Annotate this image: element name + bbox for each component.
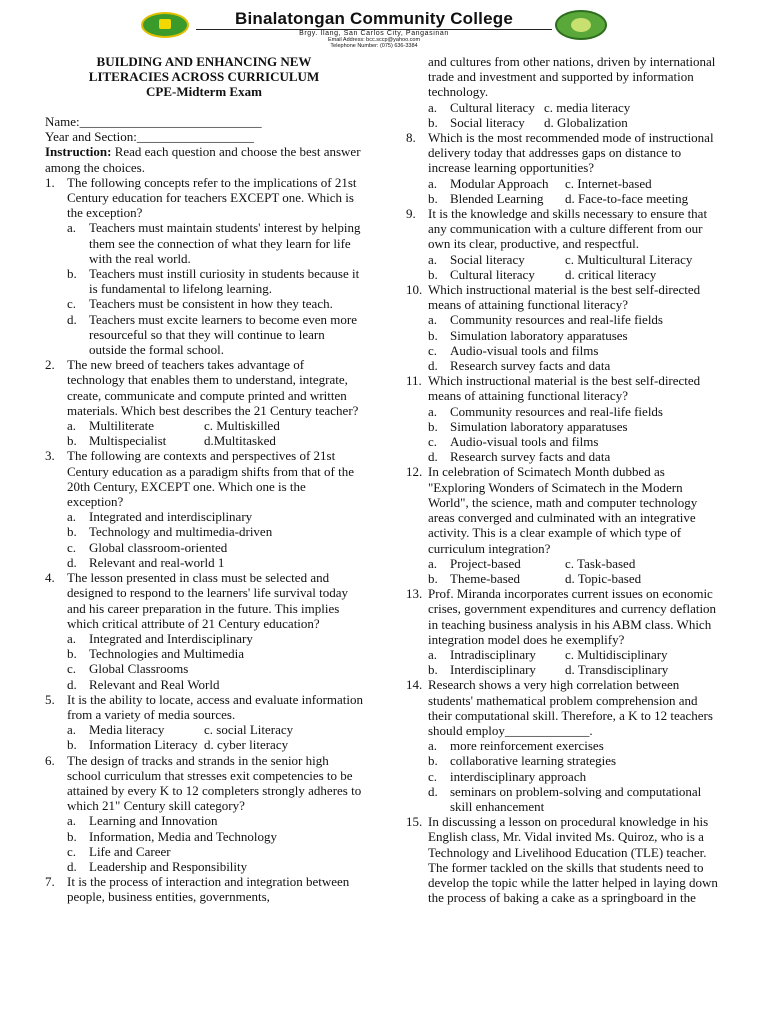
instruction-text: Read each question and choose the best answer among the choices.: [45, 144, 361, 175]
option-c[interactable]: c. Life and Career: [67, 843, 171, 859]
question-1: [45, 175, 363, 357]
option-d[interactable]: d. Relevant and Real World: [67, 676, 220, 692]
title-line-3: CPE-Midterm Exam: [146, 84, 262, 99]
question-text: Which instructional material is the best self-directed means of attaining functional literacy?: [428, 373, 701, 404]
option-a[interactable]: a. Social literacy: [428, 251, 525, 267]
option-c[interactable]: c. Multicultural Literacy: [565, 251, 693, 267]
left-column: [45, 54, 363, 905]
question-number: 2.: [45, 357, 55, 373]
option-c[interactable]: c. Audio-visual tools and films: [428, 342, 599, 358]
question-13: [406, 586, 724, 677]
option-a[interactable]: a. Project-based: [428, 555, 521, 571]
question-number: 5.: [45, 691, 55, 707]
question-text: Prof. Miranda incorporates current issues on economic crises, government expenditures and currency deflation in teaching business analysis in his ABM class. Which integration model does he exemplify?: [428, 586, 717, 647]
option-a[interactable]: a. more reinforcement exercises: [428, 738, 604, 754]
option-d[interactable]: d.Multitasked: [204, 433, 276, 449]
option-b[interactable]: b. Multispecialist: [67, 433, 167, 449]
question-6: [45, 753, 363, 875]
option-a[interactable]: a. Learning and Innovation: [67, 813, 218, 829]
year-section-field[interactable]: [45, 129, 363, 144]
option-b[interactable]: b. Social literacy: [428, 114, 525, 130]
option-b[interactable]: b. Technologies and Multimedia: [67, 646, 245, 662]
question-number: 4.: [45, 570, 55, 586]
option-b[interactable]: b. Simulation laboratory apparatuses: [428, 418, 628, 434]
option-c[interactable]: c. media literacy: [544, 99, 631, 115]
question-text: It is the knowledge and skills necessary to ensure that any communication with a culture different from our own its clear, productive, and respectful.: [428, 206, 708, 252]
option-b[interactable]: b. Interdisciplinary: [428, 662, 536, 678]
question-text: The design of tracks and strands in the senior high school curriculum that stresses exit competencies to be attained by every K to 12 completers strongly adheres to which 21" Century skill category?: [67, 752, 362, 814]
city-seal-logo: [555, 10, 607, 40]
option-a[interactable]: a. Multiliterate: [67, 418, 154, 434]
option-d[interactable]: d. Topic-based: [565, 570, 642, 586]
option-d[interactable]: d. Leadership and Responsibility: [67, 858, 248, 874]
option-d[interactable]: d. Relevant and real-world 1: [67, 554, 225, 570]
question-text: In discussing a lesson on procedural knowledge in his English class, Mr. Vidal invited Ms. Quiroz, who is a Technology and Livelihood Education (TLE) teacher. The former tackled on the skills that students need to develop the topic while the latter helped in laying down the process of baking a cake as a springboard in the: [428, 814, 718, 906]
option-a[interactable]: a. Community resources and real-life fields: [428, 312, 663, 328]
question-number: 1.: [45, 174, 55, 190]
question-text: The lesson presented in class must be selected and designed to respond to the learners' life survival today and his career preparation in the future. This implies which critical attribute of 21 Century education?: [67, 570, 349, 631]
option-a[interactable]: a. Teachers must maintain students' interest by helping them see the connection of what they learn for life with the real world.: [67, 220, 361, 266]
option-b[interactable]: b. Simulation laboratory apparatuses: [428, 327, 628, 343]
option-d[interactable]: d. Face-to-face meeting: [565, 190, 689, 206]
option-c[interactable]: c. Audio-visual tools and films: [428, 434, 599, 450]
question-number: 3.: [45, 448, 55, 464]
question-9: [406, 206, 724, 282]
option-d[interactable]: d. Globalization: [544, 114, 628, 130]
title-line-2: LITERACIES ACROSS CURRICULUM: [88, 69, 320, 84]
question-15: [406, 814, 724, 905]
question-text: The new breed of teachers takes advantage of technology that enables them to understand, integrate, create, communicate and compute printed and written materials. Which best describes the 21 Century teacher?: [67, 357, 359, 418]
name-label: Name:: [45, 114, 80, 129]
option-b[interactable]: b. Information, Media and Technology: [67, 828, 278, 844]
option-b[interactable]: b. Teachers must instill curiosity in students because it is fundamental to lifelong learning.: [67, 266, 360, 297]
option-d[interactable]: d. cyber literacy: [204, 737, 289, 753]
option-a[interactable]: a. Cultural literacy: [428, 99, 535, 115]
year-section-blank: __________________: [136, 129, 254, 145]
option-c[interactable]: c. Global Classrooms: [67, 661, 189, 677]
question-5: [45, 692, 363, 753]
document-header: [0, 0, 768, 48]
question-14: [406, 677, 724, 814]
option-c[interactable]: c. social Literacy: [204, 722, 294, 738]
question-number: 9.: [406, 206, 416, 222]
question-text: The following concepts refer to the implications of 21st Century education for teachers EXCEPT one. Which is the exception?: [67, 174, 357, 221]
option-c[interactable]: c. Teachers must be consistent in how they teach.: [67, 296, 333, 312]
question-number: 7.: [45, 874, 55, 890]
question-10: [406, 282, 724, 373]
college-address: Brgy. Ilang, San Carlos City, Pangasinan: [299, 30, 449, 37]
exam-title: [45, 54, 363, 99]
option-c[interactable]: c. Multiskilled: [204, 418, 280, 434]
question-number: 6.: [45, 752, 55, 768]
option-b[interactable]: b. collaborative learning strategies: [428, 753, 617, 769]
option-d[interactable]: d. Research survey facts and data: [428, 358, 611, 374]
question-number: 10.: [406, 282, 423, 298]
right-column: [406, 54, 724, 905]
option-d[interactable]: d. critical literacy: [565, 266, 657, 282]
question-text-continued: and cultures from other nations, driven by international trade and investment and supported by information technology.: [428, 54, 716, 100]
option-a[interactable]: a. Modular Approach: [428, 175, 549, 191]
question-11: [406, 373, 724, 464]
option-c[interactable]: c. interdisciplinary approach: [428, 768, 587, 784]
question-number: 11.: [406, 373, 422, 389]
question-text: In celebration of Scimatech Month dubbed as "Exploring Wonders of Scimatech in the Modern World", the science, math and computer technology areas converged and culminated with an integrative activity. This is a clear example of which type of curriculum integration?: [428, 464, 698, 556]
name-field[interactable]: [45, 114, 363, 129]
option-b[interactable]: b. Blended Learning: [428, 190, 544, 206]
option-d[interactable]: d. Teachers must excite learners to become even more resourceful so that they will continue to learn outside the formal school.: [67, 311, 357, 358]
question-text: The following are contexts and perspectives of 21st Century education as a paradigm shifts from that of the 20th Century, EXCEPT one. Which one is the exception?: [67, 448, 355, 510]
instruction-label: Instruction:: [45, 144, 112, 160]
option-b[interactable]: b. Information Literacy: [67, 737, 198, 753]
option-a[interactable]: a. Integrated and Interdisciplinary: [67, 630, 253, 646]
question-number: 8.: [406, 130, 416, 146]
question-7: [45, 874, 363, 904]
option-d[interactable]: d. seminars on problem-solving and computational skill enhancement: [428, 783, 702, 814]
title-line-1: BUILDING AND ENHANCING NEW: [96, 54, 312, 69]
option-b[interactable]: b. Theme-based: [428, 570, 521, 586]
option-c[interactable]: c. Global classroom-oriented: [67, 539, 228, 555]
option-a[interactable]: a. Media literacy: [67, 722, 165, 738]
name-blank: ____________________________: [79, 114, 262, 129]
option-c[interactable]: c. Internet-based: [565, 175, 652, 191]
option-b[interactable]: b. Technology and multimedia-driven: [67, 524, 273, 540]
option-b[interactable]: b. Cultural literacy: [428, 266, 535, 282]
instructions: [45, 144, 363, 174]
option-d[interactable]: d. Transdisciplinary: [565, 662, 669, 678]
question-8: [406, 130, 724, 206]
question-text: It is the ability to locate, access and evaluate information from a variety of media sources.: [67, 691, 364, 722]
question-text: It is the process of interaction and integration between people, business entities, governments,: [67, 874, 350, 905]
year-section-label: Year and Section:: [45, 129, 137, 145]
college-phone: Telephone Number: (075) 636-3384: [330, 43, 418, 49]
option-a[interactable]: a. Integrated and interdisciplinary: [67, 509, 253, 525]
question-number: 12.: [406, 464, 423, 480]
option-a[interactable]: a. Community resources and real-life fields: [428, 403, 663, 419]
question-number: 15.: [406, 814, 423, 830]
question-4: [45, 570, 363, 692]
question-number: 14.: [406, 677, 423, 693]
option-c[interactable]: c. Multidisciplinary: [565, 646, 668, 662]
college-seal-logo: [141, 12, 189, 38]
question-3: [45, 448, 363, 570]
option-a[interactable]: a. Intradisciplinary: [428, 646, 536, 662]
question-text: Which is the most recommended mode of instructional delivery today that addresses gaps on distance to increase learning opportunities?: [428, 130, 714, 176]
question-2: [45, 357, 363, 448]
question-7-continued: [406, 54, 724, 130]
question-text: Research shows a very high correlation between students' mathematical problem comprehension and their computational skill. Therefore, a K to 12 teachers should employ_____________.: [428, 677, 713, 738]
question-text: Which instructional material is the best self-directed means of attaining functional literacy?: [428, 282, 701, 313]
college-name: Binalatongan Community College: [234, 9, 514, 28]
option-c[interactable]: c. Task-based: [565, 555, 636, 571]
question-number: 13.: [406, 586, 423, 602]
college-email: Email Address: bcc.sccp@yahoo.com: [327, 37, 421, 43]
question-12: [406, 464, 724, 586]
option-d[interactable]: d. Research survey facts and data: [428, 449, 611, 465]
